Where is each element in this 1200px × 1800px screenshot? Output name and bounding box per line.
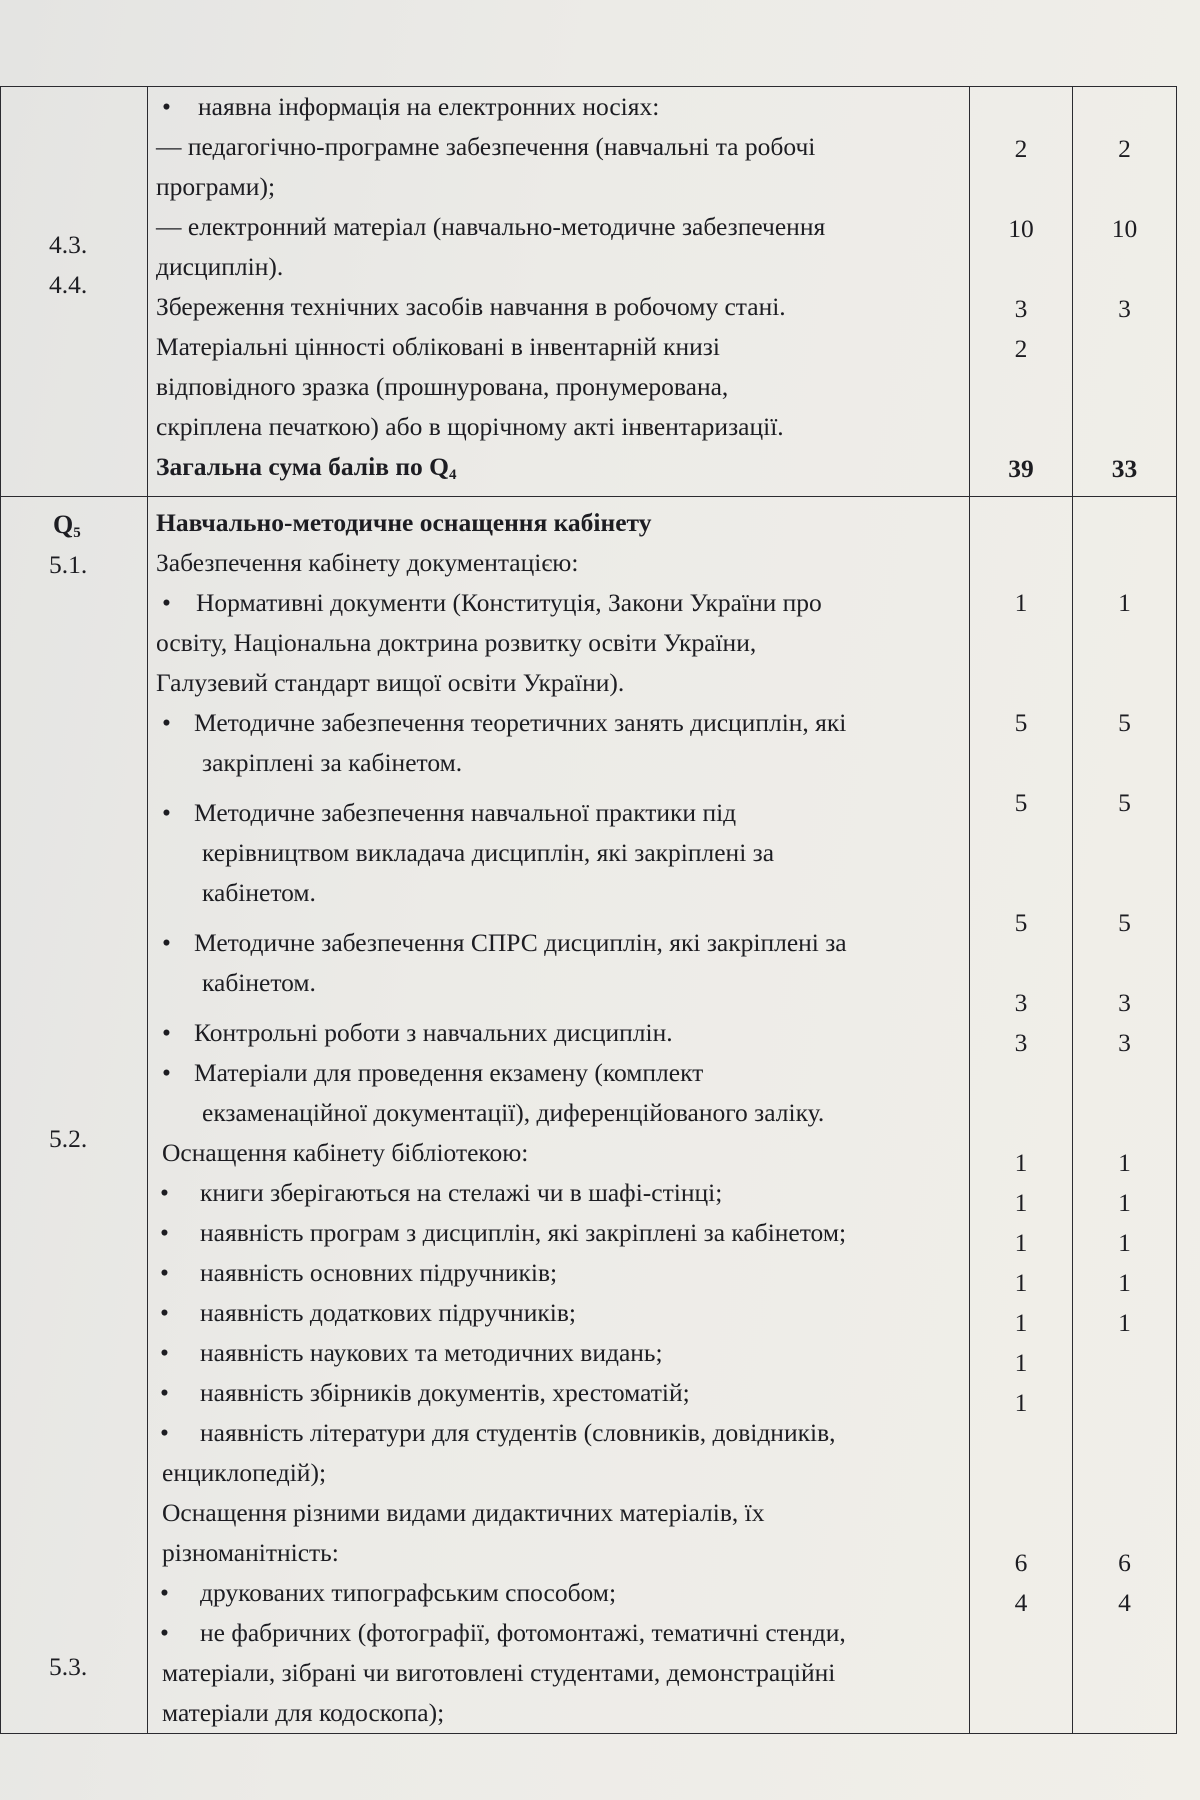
score-value: 5 — [1014, 908, 1028, 937]
score-value: 5 — [1014, 708, 1028, 737]
item-number: 4.3. — [49, 230, 88, 259]
score-value: 3 — [1014, 988, 1028, 1017]
bullet: • — [162, 92, 171, 121]
score-value: 1 — [1118, 1148, 1131, 1177]
score-value: 2 — [1118, 134, 1131, 163]
table-row-section-5 — [1, 497, 1177, 1734]
score-cell — [970, 87, 1073, 497]
text-line: • Нормативні документи (Конституція, Закони України про — [162, 588, 822, 617]
score-value: 1 — [1014, 1188, 1028, 1217]
text-line: — електронний матеріал (навчально-методичне забезпечення — [156, 212, 826, 241]
text-line: кабінетом. — [202, 878, 316, 907]
text-line: • книги зберігаються на стелажі чи в шафі-стінці; — [160, 1178, 723, 1207]
score-value: 1 — [1118, 1188, 1131, 1217]
text-line: • друкованих типографським способом; — [160, 1578, 617, 1607]
text-line: Оснащення різними видами дидактичних матеріалів, їх — [162, 1498, 765, 1527]
text-line: • наявна інформація на електронних носіях: — [156, 87, 965, 127]
text-line: освіту, Національна доктрина розвитку освіти України, — [156, 628, 757, 657]
item-number-cell — [1, 87, 148, 497]
text-line: енциклопедій); — [162, 1458, 327, 1487]
score-value: 1 — [1118, 1308, 1131, 1337]
score-value: 3 — [1118, 1028, 1131, 1057]
score-value: 1 — [1014, 1228, 1028, 1257]
text-line: • Контрольні роботи з навчальних дисциплін. — [162, 1018, 673, 1047]
text-line: Галузевий стандарт вищої освіти України). — [156, 668, 625, 697]
score-value: 4 — [1118, 1588, 1131, 1617]
text-line: матеріали для кодоскопа); — [162, 1698, 445, 1727]
text-line: кабінетом. — [202, 968, 316, 997]
score-value: 6 — [1118, 1548, 1131, 1577]
evaluation-table — [0, 86, 1177, 1734]
criteria-text-cell — [148, 87, 970, 497]
total-label: Загальна сума балів по $Q_4$ — [156, 452, 457, 483]
text-line: • наявність наукових та методичних видань; — [160, 1338, 663, 1367]
score-value: 3 — [1014, 1028, 1028, 1057]
score-value: 1 — [1118, 588, 1131, 617]
score-value: 2 — [1014, 334, 1028, 363]
text-line: — педагогічно-програмне забезпечення (навчальні та робочі — [156, 132, 816, 161]
text-line: • наявність програм з дисциплін, які закріплені за кабінетом; — [160, 1218, 847, 1247]
text-line: програми); — [156, 172, 276, 201]
text-line: • наявність основних підручників; — [160, 1258, 558, 1287]
text-line: дисциплін). — [156, 252, 284, 281]
score-value: 1 — [1014, 1268, 1028, 1297]
text-line: різноманітність: — [162, 1538, 339, 1567]
score-value: 10 — [1008, 214, 1034, 243]
text-line: закріплені за кабінетом. — [202, 748, 463, 777]
text-line: • Методичне забезпечення навчальної практики під — [162, 798, 737, 827]
score-value: 5 — [1118, 788, 1131, 817]
text-line: відповідного зразка (прошнурована, пронумерована, — [156, 372, 729, 401]
score-value: 3 — [1118, 294, 1131, 323]
text-line: Забезпечення кабінету документацією: — [156, 548, 579, 577]
text-line: екзаменаційної документації), диференційованого заліку. — [202, 1098, 825, 1127]
total-value: 39 — [1008, 454, 1034, 483]
score-value: 1 — [1014, 1348, 1028, 1377]
score-value: 1 — [1014, 1148, 1028, 1177]
score-value: 6 — [1014, 1548, 1028, 1577]
score-value: 1 — [1014, 1308, 1028, 1337]
text-line: Матеріальні цінності обліковані в інвентарній книзі — [156, 332, 720, 361]
score-value: 3 — [1118, 988, 1131, 1017]
score-value: 2 — [1014, 134, 1028, 163]
item-number: 5.1. — [49, 550, 88, 579]
score-cell — [1073, 497, 1177, 1734]
section-q-label: $Q_5$ — [53, 510, 81, 541]
text-line: • не фабричних (фотографії, фотомонтажі, тематичні стенди, — [160, 1618, 846, 1647]
item-number: 5.2. — [49, 1124, 88, 1153]
table-row-section-4 — [1, 87, 1177, 497]
text-line: • наявність літератури для студентів (словників, довідників, — [160, 1418, 836, 1447]
score-value: 1 — [1014, 1388, 1028, 1417]
score-value: 4 — [1014, 1588, 1028, 1617]
text-line: Оснащення кабінету бібліотекою: — [162, 1138, 529, 1167]
criteria-text-cell — [148, 497, 970, 1734]
total-value: 33 — [1111, 454, 1138, 483]
text-line: • Методичне забезпечення СПРС дисциплін, які закріплені за — [162, 928, 847, 957]
score-value: 5 — [1118, 708, 1131, 737]
text-line: • наявність збірників документів, хрестоматій; — [160, 1378, 690, 1407]
score-value: 5 — [1014, 788, 1028, 817]
score-value: 3 — [1014, 294, 1028, 323]
text-line: • наявність додаткових підручників; — [160, 1298, 576, 1327]
text-line: • Методичне забезпечення теоретичних занять дисциплін, які — [162, 708, 847, 737]
text-line: керівництвом викладача дисциплін, які закріплені за — [202, 838, 775, 867]
item-number-cell — [1, 497, 148, 1734]
score-cell — [970, 497, 1073, 1734]
score-value: 1 — [1118, 1228, 1131, 1257]
score-value: 10 — [1111, 214, 1138, 243]
text-line: матеріали, зібрані чи виготовлені студентами, демонстраційні — [162, 1658, 836, 1687]
score-value: 1 — [1014, 588, 1028, 617]
text-line: • Матеріали для проведення екзамену (комплект — [162, 1058, 704, 1087]
item-number: 5.3. — [49, 1652, 88, 1681]
item-number: 4.4. — [49, 270, 88, 299]
text-line: скріплена печаткою) або в щорічному акті інвентаризації. — [156, 412, 784, 441]
section-title: Навчально-методичне оснащення кабінету — [156, 508, 652, 537]
text-line: Збереження технічних засобів навчання в робочому стані. — [156, 292, 786, 321]
score-value: 5 — [1118, 908, 1131, 937]
score-cell — [1073, 87, 1177, 497]
score-value: 1 — [1118, 1268, 1131, 1297]
